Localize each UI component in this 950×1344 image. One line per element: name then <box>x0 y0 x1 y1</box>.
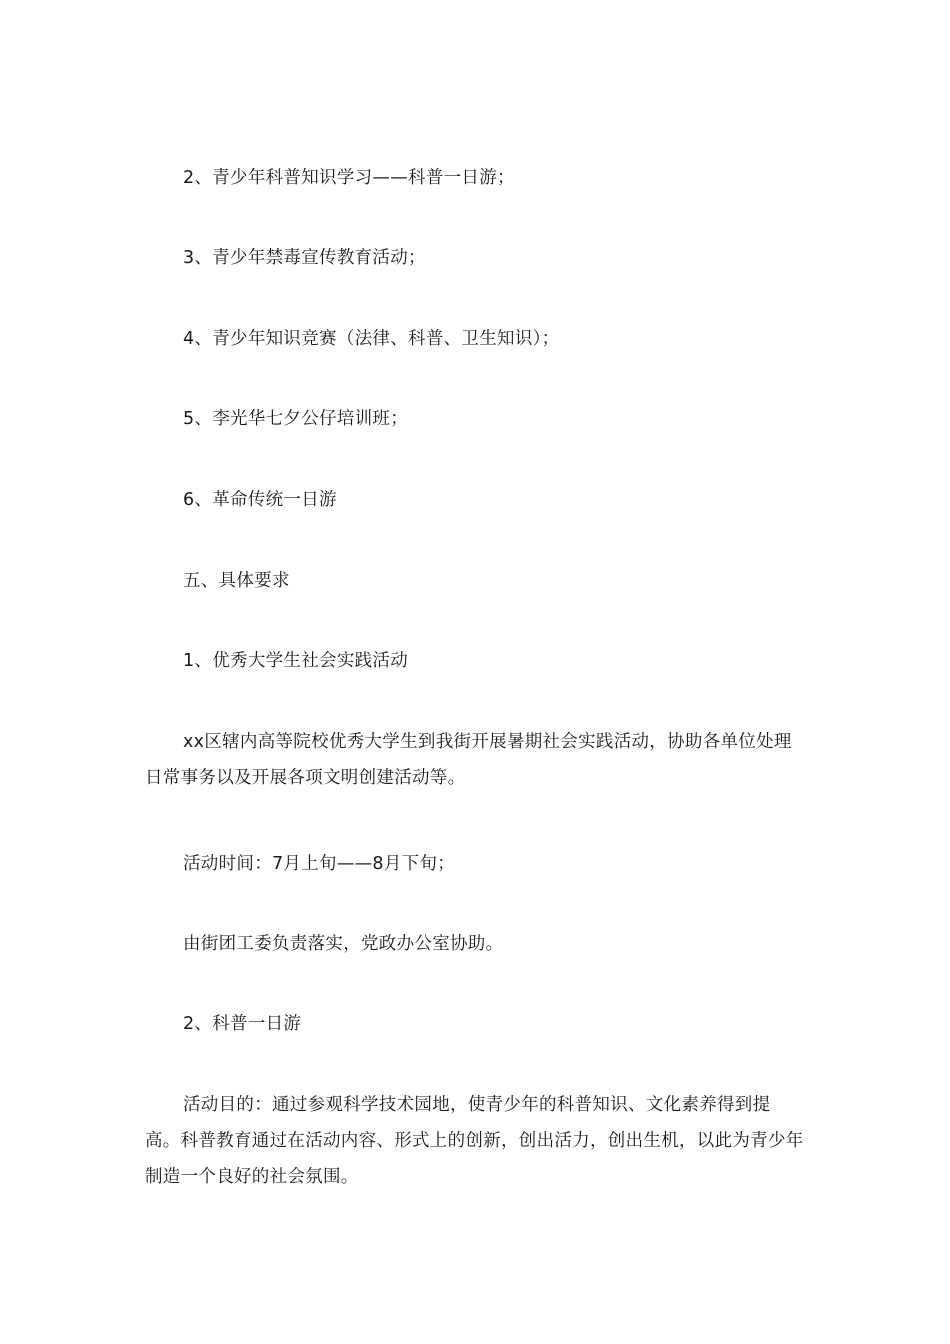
paragraph-activity-purpose: 活动目的：通过参观科学技术园地，使青少年的科普知识、文化素养得到提高。科普教育通过在活动内容、形式上的创新，创出活力，创出生机，以此为青少年制造一个良好的社会氛围。 <box>145 1095 804 1187</box>
paragraph-activity-time: 活动时间：7月上旬——8月下旬； <box>183 854 456 874</box>
list-item-anti-drug-education: 3、青少年禁毒宣传教育活动； <box>183 248 426 268</box>
list-item-doll-training-class: 5、李光华七夕公仔培训班； <box>183 409 409 429</box>
paragraph-student-practice-desc: xx区辖内高等院校优秀大学生到我街开展暑期社会实践活动，协助各单位处理日常事务以及开展各项文明创建活动等。 <box>145 732 792 788</box>
list-item-youth-science-learning: 2、青少年科普知识学习——科普一日游； <box>183 168 515 188</box>
list-item-knowledge-contest: 4、青少年知识竞赛（法律、科普、卫生知识）； <box>183 329 560 349</box>
list-item-revolution-tour: 6、革命传统一日游 <box>183 490 337 510</box>
subheading-science-tour: 2、科普一日游 <box>183 1014 302 1034</box>
paragraph-responsibility: 由街团工委负责落实，党政办公室协助。 <box>183 934 504 954</box>
subheading-student-practice: 1、优秀大学生社会实践活动 <box>183 651 409 671</box>
section-heading-requirements: 五、具体要求 <box>183 571 290 591</box>
